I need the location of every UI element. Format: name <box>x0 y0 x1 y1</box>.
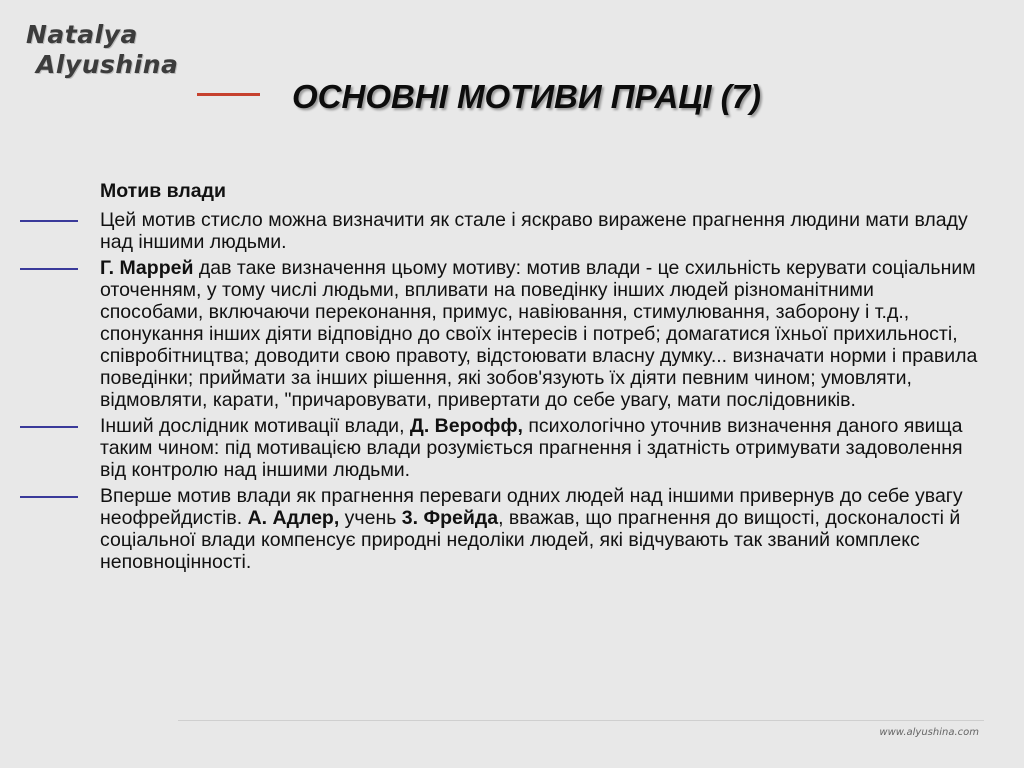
bullet-line <box>20 220 78 222</box>
logo-line-2: Alyushina <box>36 50 179 79</box>
title-accent-line <box>197 93 260 96</box>
author-adler: А. Адлер, <box>247 507 340 529</box>
paragraph-1-text: Цей мотив стисло можна визначити як стале і яскраво виражене прагнення людини мати владу над іншими людьми. <box>100 209 968 253</box>
paragraph-2-text: дав таке визначення цьому мотиву: мотив влади - це схильність керувати соціальним оточенням, у тому числі людьми, впливати на поведінку інших людей різноманітними способами, включаючи переконання, примус, навіювання, стимулювання, заборону і т.д., спонукання інших діяти відповідно до своїх інтересів і потреб; домагатися їхньої прихильності, співробітництва; доводити свою правоту, відстоювати власну думку... визначати норми і правила поведінки; приймати за інших рішення, які зобов'язують їх діяти певним чином; умовляти, відмовляти, карати, "причаровувати, привертати до себе увагу, мати послідовників. <box>100 257 978 411</box>
paragraph-4-text-after: , вважав, що прагнення до вищості, досконалості й соціальної влади компенсує природні недоліки людей, які відчувають так званий комплекс неповноцінності. <box>100 507 961 573</box>
paragraph-3-text-after: психологічно уточнив визначення даного явища таким чином: під мотивацією влади розуміється прагнення і здатність отримувати задоволення від контролю над іншими людьми. <box>100 415 963 481</box>
logo-line-1: Natalya <box>26 20 138 49</box>
slide-title: ОСНОВНІ МОТИВИ ПРАЦІ (7) <box>292 78 762 115</box>
paragraph-2 <box>100 257 980 411</box>
footer-divider <box>178 720 984 721</box>
paragraph-4-text-before: Вперше мотив влади як прагнення переваги одних людей над іншими привернув до себе увагу неофрейдистів. <box>100 485 963 529</box>
footer-url: www.alyushina.com <box>879 727 979 738</box>
paragraph-3 <box>100 415 980 481</box>
logo <box>26 20 178 80</box>
section-heading: Мотив влади <box>100 180 226 202</box>
author-veroff: Д. Верофф, <box>409 415 523 437</box>
bullet-line <box>20 268 78 270</box>
author-murray: Г. Маррей <box>100 257 194 279</box>
bullet-line <box>20 426 78 428</box>
slide-content <box>100 180 980 577</box>
author-freud: 3. Фрейда <box>401 507 499 529</box>
paragraph-3-text-before: Інший дослідник мотивації влади, <box>100 415 410 437</box>
paragraph-1 <box>100 209 980 253</box>
paragraph-4 <box>100 485 980 573</box>
bullet-line <box>20 496 78 498</box>
paragraph-4-text-mid: учень <box>339 507 402 529</box>
